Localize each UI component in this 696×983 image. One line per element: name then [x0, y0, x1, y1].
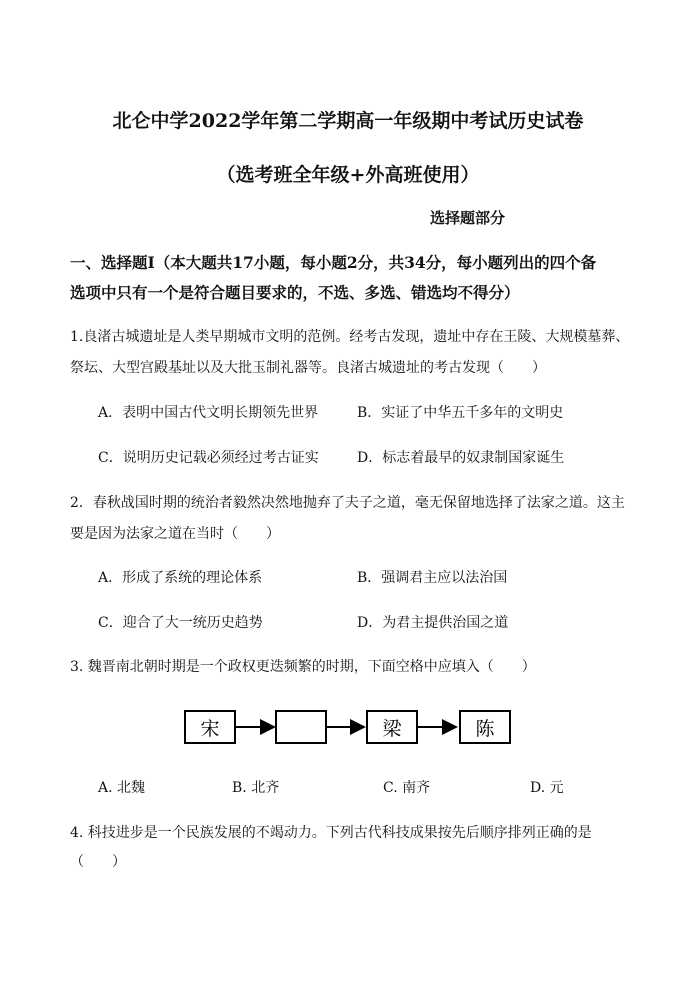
page-title: 北仑中学2022学年第二学期高一年级期中考试历史试卷 — [112, 110, 584, 132]
flow-box-4-text: 陈 — [475, 718, 495, 740]
dynasty-flow-diagram — [184, 710, 514, 744]
question-3-option-a: A. 北魏 — [98, 780, 146, 796]
question-3-line1: 3. 魏晋南北朝时期是一个政权更迭频繁的时期，下面空格中应填入（ ） — [70, 659, 536, 675]
question-3-option-b: B. 北齐 — [232, 780, 280, 796]
section-heading-line2: 选项中只有一个是符合题目要求的，不选、多选、错选均不得分） — [70, 283, 520, 302]
page-subtitle: （选考班全年级+外高班使用） — [216, 164, 480, 186]
question-2-option-b: B．强调君主应以法治国 — [357, 570, 508, 586]
question-3-option-d: D. 元 — [530, 780, 564, 796]
flow-box-1-text: 宋 — [200, 718, 220, 740]
question-2-option-d: D．为君主提供治国之道 — [357, 615, 509, 631]
question-3-option-c: C. 南齐 — [383, 780, 431, 796]
question-4-line1: 4. 科技进步是一个民族发展的不竭动力。下列古代科技成果按先后顺序排列正确的是 — [70, 825, 592, 841]
question-1-option-b: B．实证了中华五千多年的文明史 — [357, 405, 564, 421]
question-2-option-c: C．迎合了大一统历史趋势 — [98, 615, 263, 631]
question-1-line1: 1.良渚古城遗址是人类早期城市文明的范例。经考古发现，遗址中存在王陵、大规模墓葬、 — [70, 329, 630, 345]
question-4-line2: （ ） — [70, 854, 126, 870]
question-2-line2: 要是因为法家之道在当时（ ） — [70, 526, 280, 542]
question-2-line1: 2．春秋战国时期的统治者毅然决然地抛弃了夫子之道，毫无保留地选择了法家之道。这主 — [70, 495, 625, 511]
question-1-option-a: A．表明中国古代文明长期领先世界 — [98, 405, 319, 421]
question-1-option-c: C．说明历史记载必须经过考古证实 — [98, 450, 319, 466]
question-2-option-a: A．形成了系统的理论体系 — [98, 570, 263, 586]
flow-box-blank — [276, 711, 326, 743]
question-1-option-d: D．标志着最早的奴隶制国家诞生 — [357, 450, 565, 466]
section-heading-line1: 一、选择题Ⅰ（本大题共17小题，每小题2分，共34分，每小题列出的四个备 — [70, 253, 597, 272]
question-1-line2: 祭坛、大型宫殿基址以及大批玉制礼器等。良渚古城遗址的考古发现（ ） — [70, 360, 546, 376]
part-label: 选择题部分 — [430, 209, 506, 227]
flow-box-3-text: 梁 — [382, 718, 402, 740]
